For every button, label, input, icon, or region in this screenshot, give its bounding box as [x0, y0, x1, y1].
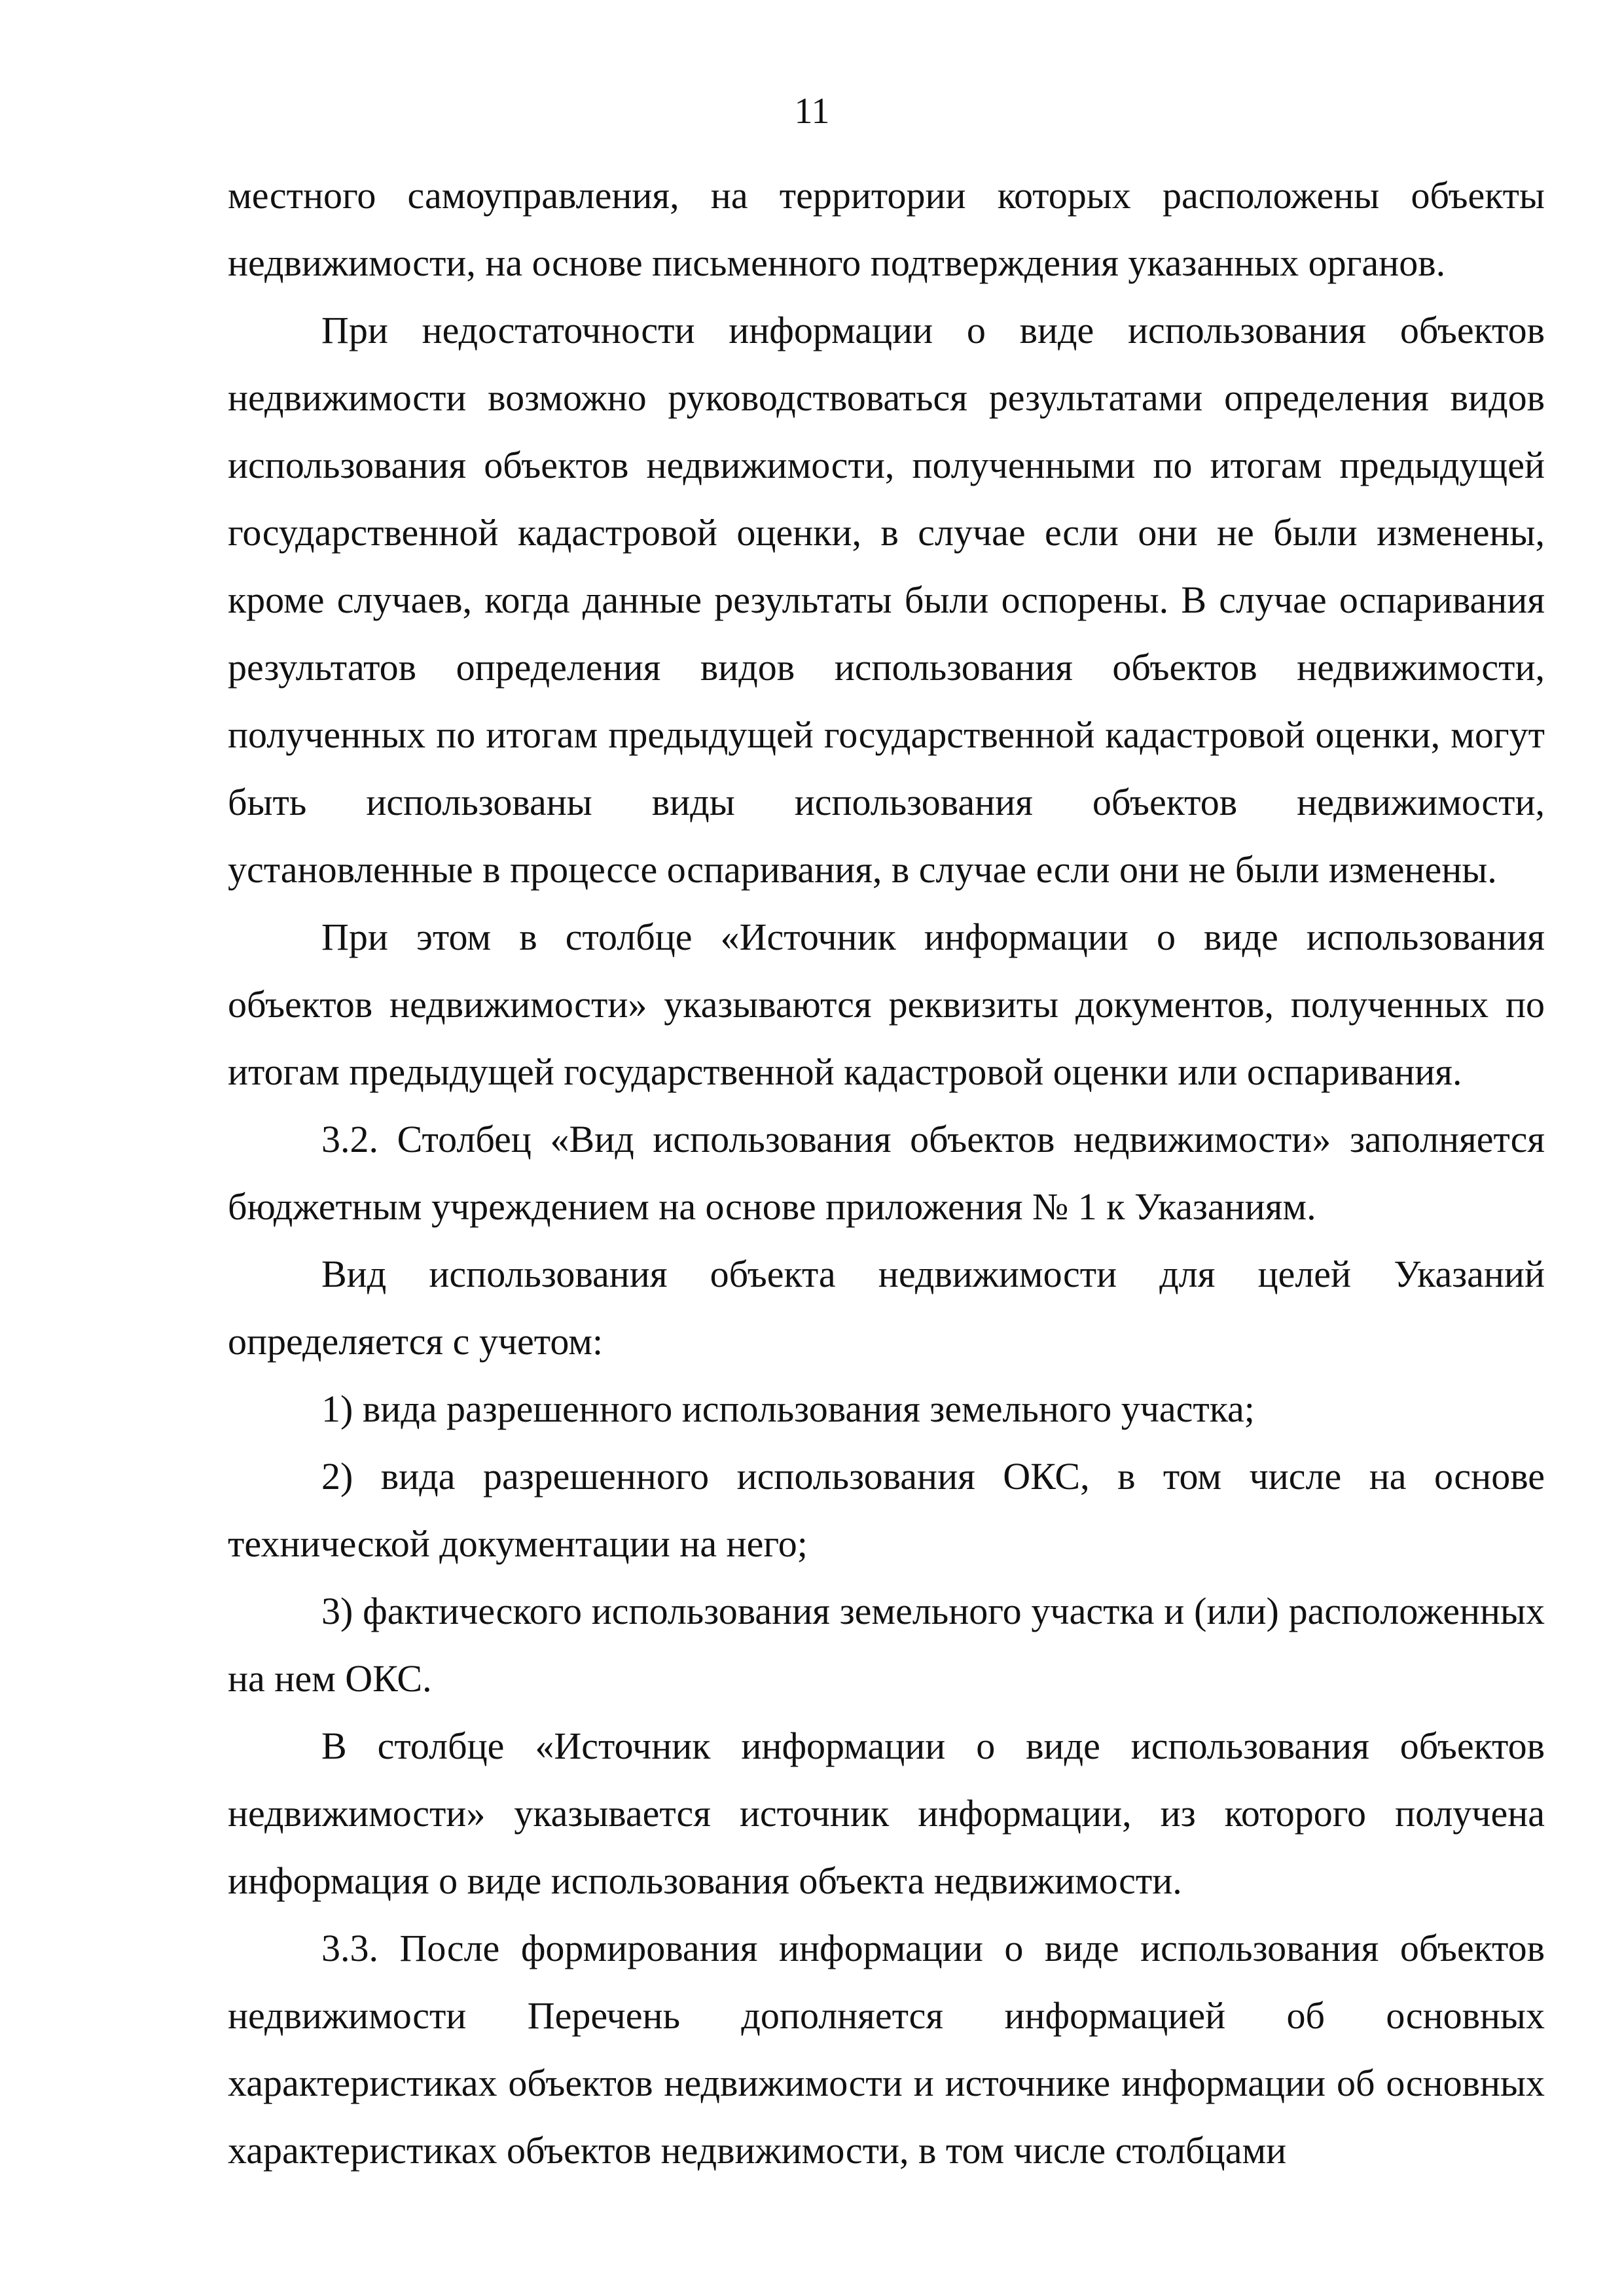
list-item-3: 3) фактического использования земельного участка и (или) расположенных на нем ОКС.	[228, 1590, 1545, 1700]
page-number: 11	[794, 91, 830, 132]
paragraph-source-column: В столбце «Источник информации о виде использования объектов недвижимости» указывается источник информации, из которого получена информация о виде использования объекта недвижимости.	[228, 1725, 1545, 1902]
document-body	[228, 162, 1545, 2184]
paragraph-insufficient-info: При недостаточности информации о виде использования объектов недвижимости возможно руководствоваться результатами определения видов использования объектов недвижимости, полученными по итогам предыдущей государственной кадастровой оценки, в случае если они не были изменены, кроме случаев, когда данные результаты были оспорены. В случае оспаривания результатов определения видов использования объектов недвижимости, полученных по итогам предыдущей государственной кадастровой оценки, могут быть использованы виды использования объектов недвижимости, установленные в процессе оспаривания, в случае если они не были изменены.	[228, 309, 1545, 891]
paragraph-section-3-2: 3.2. Столбец «Вид использования объектов недвижимости» заполняется бюджетным учреждением на основе приложения № 1 к Указаниям.	[228, 1118, 1545, 1228]
paragraph-source-column-requisites: При этом в столбце «Источник информации о виде использования объектов недвижимости» указываются реквизиты документов, полученных по итогам предыдущей государственной кадастровой оценки или оспаривания.	[228, 916, 1545, 1093]
list-item-2: 2) вида разрешенного использования ОКС, в том числе на основе технической документации на него;	[228, 1455, 1545, 1565]
paragraph-use-type-determination: Вид использования объекта недвижимости для целей Указаний определяется с учетом:	[228, 1253, 1545, 1363]
list-item-1: 1) вида разрешенного использования земельного участка;	[321, 1388, 1255, 1430]
paragraph-continuation: местного самоуправления, на территории которых расположены объекты недвижимости, на основе письменного подтверждения указанных органов.	[228, 174, 1545, 284]
paragraph-section-3-3: 3.3. После формирования информации о виде использования объектов недвижимости Перечень дополняется информацией об основных характеристиках объектов недвижимости и источнике информации об основных характеристиках объектов недвижимости, в том числе столбцами	[228, 1927, 1545, 2172]
